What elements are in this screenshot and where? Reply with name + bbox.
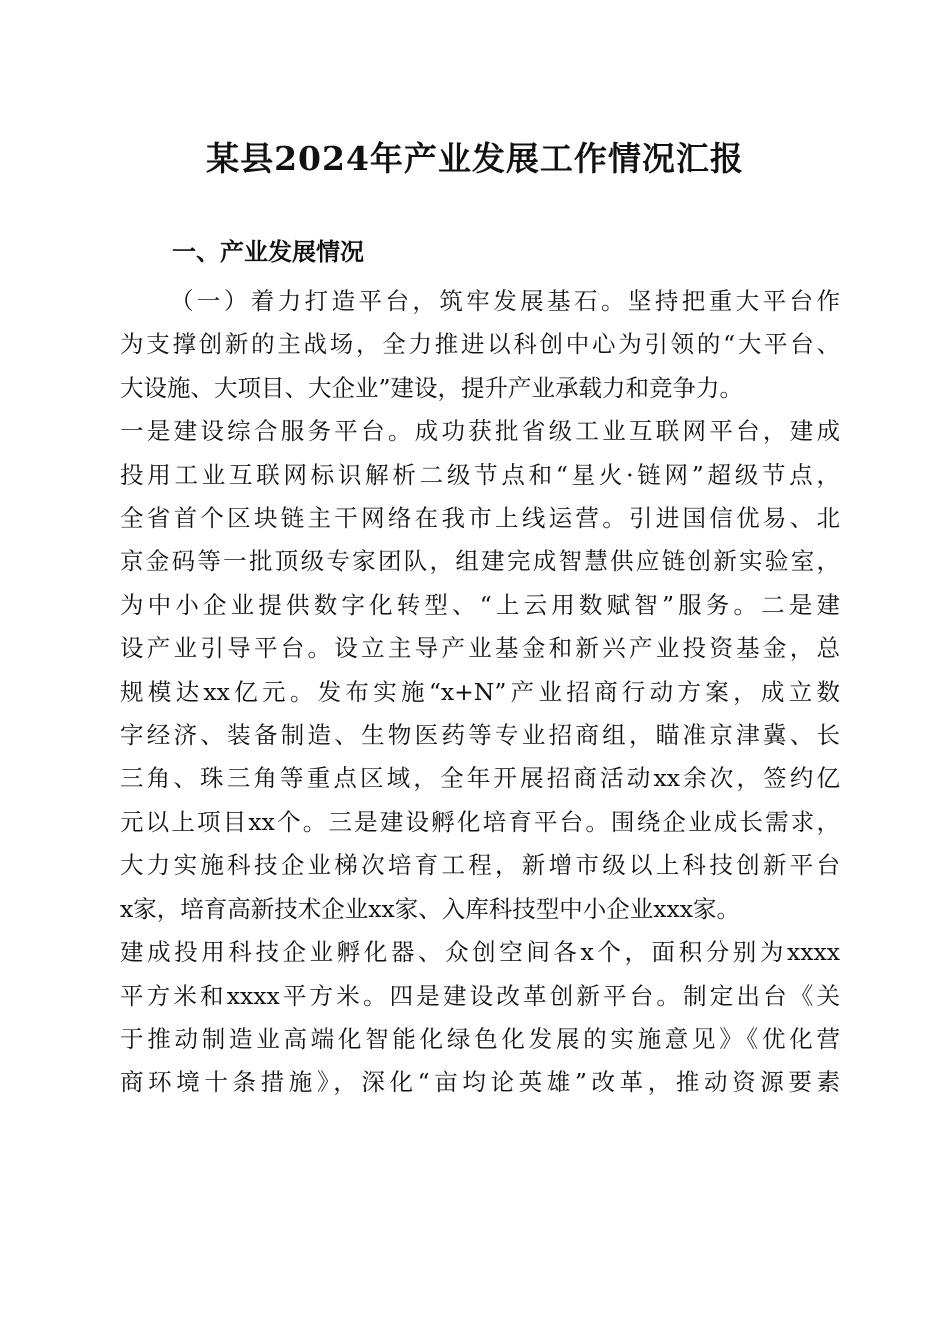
body-line: 全省首个区块链主干网络在我市上线运营。引进国信优易、北: [120, 504, 840, 533]
section-heading: 一、产业发展情况: [172, 238, 364, 266]
body-line: x家，培育高新技术企业xx家、入库科技型中小企业xxx家。: [120, 894, 741, 923]
body-line: 规模达xx亿元。发布实施“x+N”产业招商行动方案，成立数: [120, 677, 840, 706]
body-line: （一）着力打造平台，筑牢发展基石。坚持把重大平台作: [170, 287, 840, 315]
body-line: 字经济、装备制造、生物医药等专业招商组，瞄准京津冀、长: [120, 721, 840, 750]
body-line: 建成投用科技企业孵化器、众创空间各x个，面积分别为xxxx: [120, 938, 840, 967]
body-line: 元以上项目xx个。三是建设孵化培育平台。围绕企业成长需求，: [120, 807, 840, 836]
body-paragraph: [120, 280, 840, 1105]
body-line: 京金码等一批顶级专家团队，组建完成智慧供应链创新实验室，: [120, 547, 840, 576]
body-line: 商环境十条措施》，深化“亩均论英雄”改革，推动资源要素: [120, 1068, 840, 1097]
document-title: 某县2024年产业发展工作情况汇报: [206, 139, 744, 178]
body-line: 大力实施科技企业梯次培育工程，新增市级以上科技创新平台: [120, 851, 840, 880]
body-line: 平方米和xxxx平方米。四是建设改革创新平台。制定出台《关: [120, 981, 840, 1010]
body-line: 一是建设综合服务平台。成功获批省级工业互联网平台，建成: [120, 417, 840, 446]
body-line: 为支撑创新的主战场，全力推进以科创中心为引领的“大平台、: [120, 330, 840, 359]
body-line: 投用工业互联网标识解析二级节点和“星火·链网”超级节点，: [120, 460, 840, 489]
body-line: 大设施、大项目、大企业”建设，提升产业承载力和竞争力。: [120, 373, 744, 402]
body-line: 三角、珠三角等重点区域，全年开展招商活动xx余次，签约亿: [120, 764, 840, 793]
body-line: 于推动制造业高端化智能化绿色化发展的实施意见》《优化营: [120, 1024, 840, 1053]
body-line: 设产业引导平台。设立主导产业基金和新兴产业投资基金，总: [120, 634, 840, 663]
body-line: 为中小企业提供数字化转型、“上云用数赋智”服务。二是建: [120, 590, 840, 619]
